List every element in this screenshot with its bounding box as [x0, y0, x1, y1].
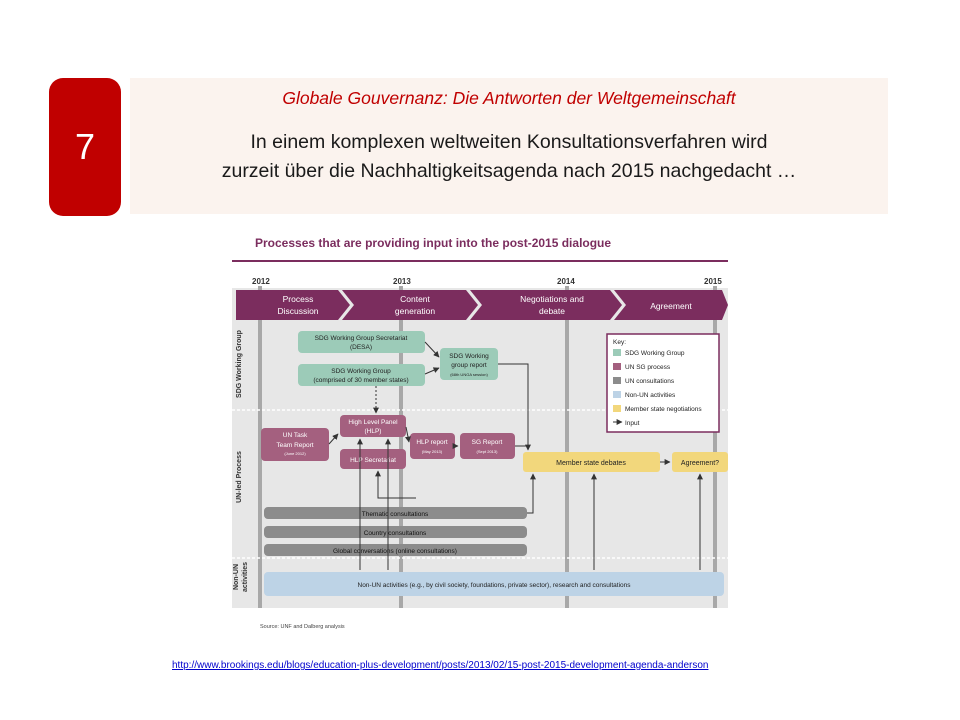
box-hlp-l2: (HLP)	[364, 428, 382, 435]
bar-thematic-label: Thematic consultations	[361, 511, 429, 518]
bar-non-un-label: Non-UN activities (e.g., by civil society, foundations, private sector), research and consultations	[357, 582, 631, 589]
key-title: Key:	[613, 339, 627, 346]
phase-process-discussion-l1: Process	[282, 294, 314, 304]
box-sdg-report-l2: group report	[451, 362, 487, 369]
source-link[interactable]: http://www.brookings.edu/blogs/education-plus-development/posts/2013/02/15-post-2015-development-agenda-anderson	[172, 660, 709, 671]
box-un-task-team-l3: (June 2012)	[284, 451, 306, 456]
bar-country-label: Country consultations	[363, 530, 427, 537]
phase-content-generation-l1: Content	[400, 294, 430, 304]
box-hlp-report-l1: HLP report	[416, 439, 448, 446]
slide-title	[130, 128, 888, 186]
diagram-title: Processes that are providing input into the post-2015 dialogue	[255, 236, 612, 250]
box-sdg-working-group-l2: (comprised of 30 member states)	[313, 377, 409, 384]
slide-title-line2: zurzeit über die Nachhaltigkeitsagenda nach 2015 nachgedacht …	[221, 160, 797, 182]
row-label-non-un-1: Non-UN	[233, 563, 240, 591]
key-swatch-member	[613, 405, 621, 412]
year-2014: 2014	[557, 277, 575, 286]
phase-content-generation-l2: generation	[394, 306, 436, 316]
box-agreement-label: Agreement?	[680, 460, 720, 467]
year-2013: 2013	[393, 277, 411, 286]
box-hlp-l1: High Level Panel	[348, 419, 398, 426]
row-label-un: UN-led Process	[236, 451, 243, 503]
box-hlp-secretariat-label: HLP Secretariat	[350, 457, 396, 464]
phase-process-discussion-l2: Discussion	[277, 306, 319, 316]
slide-title-line1: In einem komplexen weltweiten Konsultationsverfahren wird	[250, 131, 768, 153]
row-label-non-un-2: activities	[242, 562, 249, 592]
box-hlp-report-l2: (May 2013)	[421, 449, 443, 454]
box-sdg-working-group-l1: SDG Working Group	[331, 368, 391, 375]
phase-negotiations-l1: Negotiations and	[520, 294, 584, 304]
phase-negotiations-l2: debate	[539, 306, 565, 316]
key-swatch-consult	[613, 377, 621, 384]
box-sg-report	[460, 433, 515, 459]
diagram-source: Source: UNF and Dalberg analysis	[260, 624, 345, 630]
process-diagram	[228, 222, 732, 632]
slide-subtitle: Globale Gouvernanz: Die Antworten der Weltgemeinschaft	[282, 88, 736, 108]
slide-number-badge	[49, 78, 121, 216]
box-hlp-report	[410, 433, 455, 459]
key-item-sdg: SDG Working Group	[625, 350, 685, 357]
key-swatch-non-un	[613, 391, 621, 398]
box-member-debates-label: Member state debates	[556, 460, 626, 467]
box-sdg-report-l1: SDG Working	[449, 353, 489, 360]
key-item-consult: UN consultations	[625, 378, 675, 385]
box-sdg-report-l3: (68th UNGA session)	[450, 372, 488, 377]
row-label-sdg: SDG Working Group	[236, 330, 243, 398]
box-un-task-team-l2: Team Report	[276, 442, 314, 449]
key-item-non-un: Non-UN activities	[625, 392, 676, 399]
box-sdg-secretariat-l2: (DESA)	[349, 344, 373, 351]
year-2015: 2015	[704, 277, 722, 286]
key-swatch-sdg	[613, 349, 621, 356]
key-item-input: Input	[625, 420, 640, 427]
phase-agreement-l1: Agreement	[650, 301, 692, 311]
box-un-task-team-l1: UN Task	[282, 432, 308, 439]
key-item-un-sg: UN SG process	[625, 364, 671, 371]
slide-number: 7	[74, 126, 96, 167]
box-sg-report-l1: SG Report	[471, 439, 503, 446]
box-sg-report-l2: (Sept 2013)	[476, 449, 498, 454]
year-2012: 2012	[252, 277, 270, 286]
bar-global-label: Global conversations (online consultations)	[333, 548, 457, 555]
box-sdg-secretariat-l1: SDG Working Group Secretariat	[314, 335, 408, 342]
key-swatch-un-sg	[613, 363, 621, 370]
key-item-member: Member state negotiations	[625, 406, 702, 413]
